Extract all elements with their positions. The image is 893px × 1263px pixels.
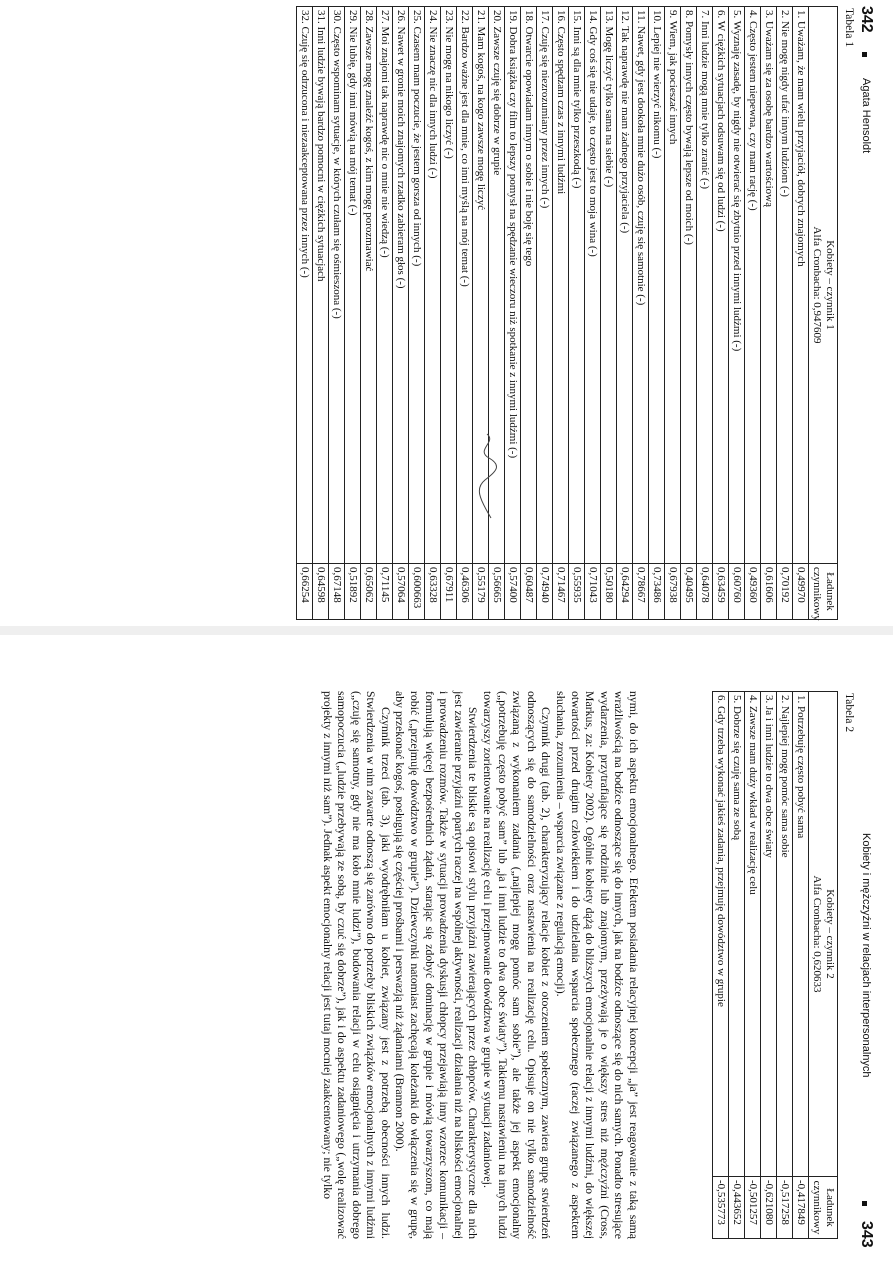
- table-row: [601, 7, 617, 620]
- item-cell: 3. Uważam się za osobę bardzo wartościową: [761, 7, 777, 564]
- loading-cell: 0,56665: [489, 564, 505, 620]
- table-row: [713, 692, 729, 1239]
- item-cell: 18. Otwarcie opowiadam innym o sobie i nie boję się tego: [521, 7, 537, 564]
- running-head: Kobiety i mężczyźni w relacjach interpersonalnych: [860, 833, 872, 1078]
- item-cell: 29. Nie lubię, gdy inni mówią na mój temat (-): [345, 7, 361, 564]
- loading-cell: 0,61606: [761, 564, 777, 620]
- loading-cell: 0,55179: [473, 564, 489, 620]
- table-row: [729, 7, 745, 620]
- table-row: [793, 692, 809, 1239]
- page-number: 342: [858, 6, 875, 33]
- loading-cell: -0,501257: [745, 1177, 761, 1239]
- item-cell: 6. Gdy trzeba wykonać jakieś zadania, przejmuję dowództwo w grupie: [713, 692, 729, 1177]
- table-header-alpha: Alfa Cronbacha: 0,947609: [811, 226, 823, 344]
- table-row: [521, 7, 537, 620]
- factor-table-2: [712, 691, 838, 1239]
- table-row: [681, 7, 697, 620]
- item-cell: 1. Uważam, że mam wielu przyjaciół, dobrych znajomych: [793, 7, 809, 564]
- item-cell: 19. Dobra książka czy film to lepszy pomysł na spędzanie wieczoru niż spotkanie z innymi ludźmi (-): [505, 7, 521, 564]
- item-cell: 24. Nie znaczę nic dla innych ludzi (-): [425, 7, 441, 564]
- item-cell: 28. Zawsze mogę znaleźć kogoś, z kim mogę porozmawiać: [361, 7, 377, 564]
- table-row: [665, 7, 681, 620]
- table-row: [745, 7, 761, 620]
- item-cell: 22. Bardzo ważne jest dla mnie, co inni myślą na mój temat (-): [457, 7, 473, 564]
- item-cell: 20. Zawsze czuję się dobrze w grupie: [489, 7, 505, 564]
- item-cell: 17. Czuję się niezrozumiany przez innych (-): [537, 7, 553, 564]
- table-row: [441, 7, 457, 620]
- item-cell: 25. Czasem mam poczucie, że jestem gorsza od innych (-): [409, 7, 425, 564]
- table-row: [313, 7, 329, 620]
- table-row: [297, 7, 313, 620]
- table-row: [729, 692, 745, 1239]
- loading-cell: 0,49360: [745, 564, 761, 620]
- item-cell: 2. Nie mogę nigdy ufać innym ludziom (-): [777, 7, 793, 564]
- item-cell: 2. Najlepiej mogę pomóc sama sobie: [777, 692, 793, 1177]
- loading-cell: 0,46306: [457, 564, 473, 620]
- loading-cell: 0,71043: [585, 564, 601, 620]
- table-row: [377, 7, 393, 620]
- table-row: [649, 7, 665, 620]
- item-cell: 21. Mam kogoś, na kogo zawsze mogę liczyć: [473, 7, 489, 564]
- table-header-title: Kobiety – czynnik 2: [824, 889, 836, 979]
- loading-cell: 0,51892: [345, 564, 361, 620]
- header-bullet: [862, 52, 867, 57]
- item-cell: 12. Tak naprawdę nie mam żadnego przyjaciela (-): [617, 7, 633, 564]
- item-cell: 9. Wiem, jak pocieszać innych: [665, 7, 681, 564]
- loading-cell: 0,64078: [697, 564, 713, 620]
- loading-cell: 0,64294: [617, 564, 633, 620]
- table-row: [761, 7, 777, 620]
- table-row: [761, 692, 777, 1239]
- loading-cell: 0,78667: [633, 564, 649, 620]
- loading-cell: 0,73486: [649, 564, 665, 620]
- loading-cell: 0,63328: [425, 564, 441, 620]
- item-cell: 26. Nawet w gronie moich znajomych rzadko zabieram głos (-): [393, 7, 409, 564]
- table-header-row: [809, 692, 838, 1239]
- table-caption: Tabela 2: [843, 693, 855, 733]
- page-number: 343: [858, 1221, 875, 1248]
- table-row: [537, 7, 553, 620]
- item-cell: 27. Moi znajomi tak naprawdę nic o mnie nie wiedzą (-): [377, 7, 393, 564]
- table-header-title: Kobiety – czynnik 1: [824, 240, 836, 330]
- loading-cell: 0,67938: [665, 564, 681, 620]
- table-row: [553, 7, 569, 620]
- loading-cell: 0,40495: [681, 564, 697, 620]
- table-row: [457, 7, 473, 620]
- loading-cell: 0,71145: [377, 564, 393, 620]
- loading-cell: 0,64598: [313, 564, 329, 620]
- right-page: [0, 633, 893, 1263]
- item-cell: 23. Nie mogę na nikogo liczyć (-): [441, 7, 457, 564]
- table-row: [345, 7, 361, 620]
- table-row: [505, 7, 521, 620]
- item-cell: 6. W ciężkich sytuacjach odsuwam się od ludzi (-): [713, 7, 729, 564]
- loading-cell: 0,57064: [393, 564, 409, 620]
- table-header-alpha: Alfa Cronbacha: 0,620633: [811, 875, 823, 993]
- running-head: Agata Hensoldt: [860, 78, 872, 154]
- loading-cell: -0,621080: [761, 1177, 777, 1239]
- paragraph: Czynnik drugi (tab. 2), charakteryzujący relacje kobiet z otoczeniem społecznym, zawiera grupę stwierdzeń odnoszących się do samodzielności oraz nastawienia na realizację celu. Opisuje on nie tylko samodzielność związaną z wykonaniem zadania („najlepiej mogę pomóc sam sobie”), ale także jej aspekt emocjonalny („potrzebuję często pobyć sam” lub „ja i inni ludzie to dwa obce światy”). Takiemu nastawieniu na innych ludzi towarzyszy zorientowanie na realizację celu i przejmowanie dowództwa w grupie w sytuacji zadaniowej.: [481, 691, 554, 1239]
- table-row: [409, 7, 425, 620]
- item-cell: 7. Inni ludzie mogą mnie tylko zranić (-): [697, 7, 713, 564]
- table-header-row: [809, 7, 838, 620]
- loading-cell: 0,600663: [409, 564, 425, 620]
- item-cell: 5. Dobrze się czuję sama ze sobą: [729, 692, 745, 1177]
- loading-cell: -0,535773: [713, 1177, 729, 1239]
- loading-cell: 0,60760: [729, 564, 745, 620]
- loading-cell: 0,55935: [569, 564, 585, 620]
- factor-table-1: [296, 6, 838, 620]
- paragraph: nymi, do ich aspektu emocjonalnego. Efektem posiadania relacyjnej koncepcji „ja” jest reagowanie z taką samą wrażliwością na bodźce odnoszące się do innych, jak na bodźce odnoszące się do nich samych. Ponadto stresujące wydarzenia, przytrafiające się rodzinie lub znajomym, przeżywają je o większy stres niż mężczyźni (Cross, Markus, za: Kobiety 2002). Ogólnie kobiety dążą do bliższych emocjonalnie relacji z innymi ludźmi, do większej otwartości przed drugim człowiekiem i do udzielania wsparcia społecznego (raczej związanego z aspektem słuchania, zrozumienia – wsparcia związane z regulacją emocji).: [554, 691, 641, 1239]
- item-cell: 14. Gdy coś się nie udaje, to często jest to moja wina (-): [585, 7, 601, 564]
- item-cell: 11. Nawet, gdy jest dookoła mnie dużo osób, czuję się samotnie (-): [633, 7, 649, 564]
- loading-cell: 0,49970: [793, 564, 809, 620]
- table-row: [569, 7, 585, 620]
- loading-cell: 0,71467: [553, 564, 569, 620]
- table-header-title-cell: [809, 7, 838, 564]
- left-page: [0, 0, 893, 630]
- item-cell: 13. Mogę liczyć tylko sama na siebie (-): [601, 7, 617, 564]
- item-cell: 15. Inni są dla mnie tylko przeszkodą (-): [569, 7, 585, 564]
- loading-cell: 0,63459: [713, 564, 729, 620]
- loading-cell: 0,67148: [329, 564, 345, 620]
- table-row: [361, 7, 377, 620]
- item-cell: 16. Często spędzam czas z innymi ludźmi: [553, 7, 569, 564]
- loading-cell: -0,417849: [793, 1177, 809, 1239]
- table-body: [713, 692, 809, 1239]
- item-cell: 10. Lepiej nie wierzyć nikomu (-): [649, 7, 665, 564]
- item-cell: 4. Zawsze mam duży wkład w realizację celu: [745, 692, 761, 1177]
- table-body: [297, 7, 809, 620]
- item-cell: 5. Wyznaję zasadę, by nigdy nie otwierać się zbytnio przed innymi ludźmi (-): [729, 7, 745, 564]
- loading-cell: 0,60487: [521, 564, 537, 620]
- table-row: [713, 7, 729, 620]
- loading-cell: 0,66254: [297, 564, 313, 620]
- paragraph: Stwierdzenia te bliskie są opisowi stylu przyjaźni zawierających przez chłopców. Charakterystyczne dla nich jest zawieranie przyjaźni opartych raczej na wspólnej aktywności, realizacji działania niż na bliskości emocjonalnej i prowadzeniu rozmów. Także w sytuacji prowadzenia dyskusji chłopcy przejawiają inny wzorzec komunikacji – formułują więcej bezpośrednich żądań, starając się zdobyć dominację w grupie i mówią towarzyszom, co mają robić („przejmuję dowództwo w grupie”). Dziewczynki natomiast zachęcają koleżanki do włączenia się w grupę, aby przekonać kogoś, posługują się częściej prośbami i perswazją niż żądaniami (Brannon 2000).: [393, 691, 481, 1239]
- table-row: [329, 7, 345, 620]
- table-row: [633, 7, 649, 620]
- loading-cell: 0,50180: [601, 564, 617, 620]
- item-cell: 32. Czuję się odrzucona i niezaakceptowana przez innych (-): [297, 7, 313, 564]
- table-row: [777, 692, 793, 1239]
- table-header-title-cell: [809, 692, 838, 1177]
- loading-cell: 0,67911: [441, 564, 457, 620]
- table-caption: Tabela 1: [843, 8, 855, 48]
- left-page-header: [845, 0, 885, 630]
- loading-cell: 0,74940: [537, 564, 553, 620]
- loading-cell: 0,70192: [777, 564, 793, 620]
- header-bullet: [862, 1201, 867, 1206]
- item-cell: 3. Ja i inni ludzie to dwa obce światy: [761, 692, 777, 1177]
- table-row: [473, 7, 489, 620]
- loading-cell: -0,517258: [777, 1177, 793, 1239]
- body-text: [320, 691, 641, 1239]
- table-row: [745, 692, 761, 1239]
- table-header-loading: Ładunek czynnikowy: [809, 564, 838, 620]
- table-header-loading: Ładunek czynnikowy: [809, 1177, 838, 1239]
- table-row: [617, 7, 633, 620]
- table-row: [697, 7, 713, 620]
- table-row: [489, 7, 505, 620]
- item-cell: 1. Potrzebuję często pobyć sama: [793, 692, 809, 1177]
- table-row: [393, 7, 409, 620]
- loading-cell: -0,443652: [729, 1177, 745, 1239]
- table-row: [777, 7, 793, 620]
- item-cell: 30. Często wspominam sytuacje, w których czułam się ośmieszona (-): [329, 7, 345, 564]
- table-row: [585, 7, 601, 620]
- item-cell: 31. Inni ludzie bywają bardzo pomocni w ciężkich sytuacjach: [313, 7, 329, 564]
- item-cell: 4. Często jestem niepewna, czy mam rację (-): [745, 7, 761, 564]
- table-row: [425, 7, 441, 620]
- table-row: [793, 7, 809, 620]
- paragraph: Czynnik trzeci (tab. 3), jaki wyodrębniłam u kobiet, związany jest z potrzebą obecności innych ludzi. Stwierdzenia w nim zawarte odnoszą się zarówno do potrzeby bliskich związków emocjonalnych z innymi ludźmi („czuję się samotny, gdy nie ma koło mnie ludzi”), budowania relacji w celu osiągnięcia i utrzymania dobrego samopoczucia („ludzie przebywają ze sobą, by czuć się dobrze”), jak i do aspektu zadaniowego („wolę realizować projekty z innymi niż sam”). Jednak aspekt emocjonalny relacji jest tutaj mocniej zaakcentowany; nie tylko: [320, 691, 393, 1239]
- loading-cell: 0,57400: [505, 564, 521, 620]
- loading-cell: 0,65062: [361, 564, 377, 620]
- item-cell: 8. Pomysły innych często bywają lepsze od moich (-): [681, 7, 697, 564]
- handwritten-scribble: [471, 432, 501, 522]
